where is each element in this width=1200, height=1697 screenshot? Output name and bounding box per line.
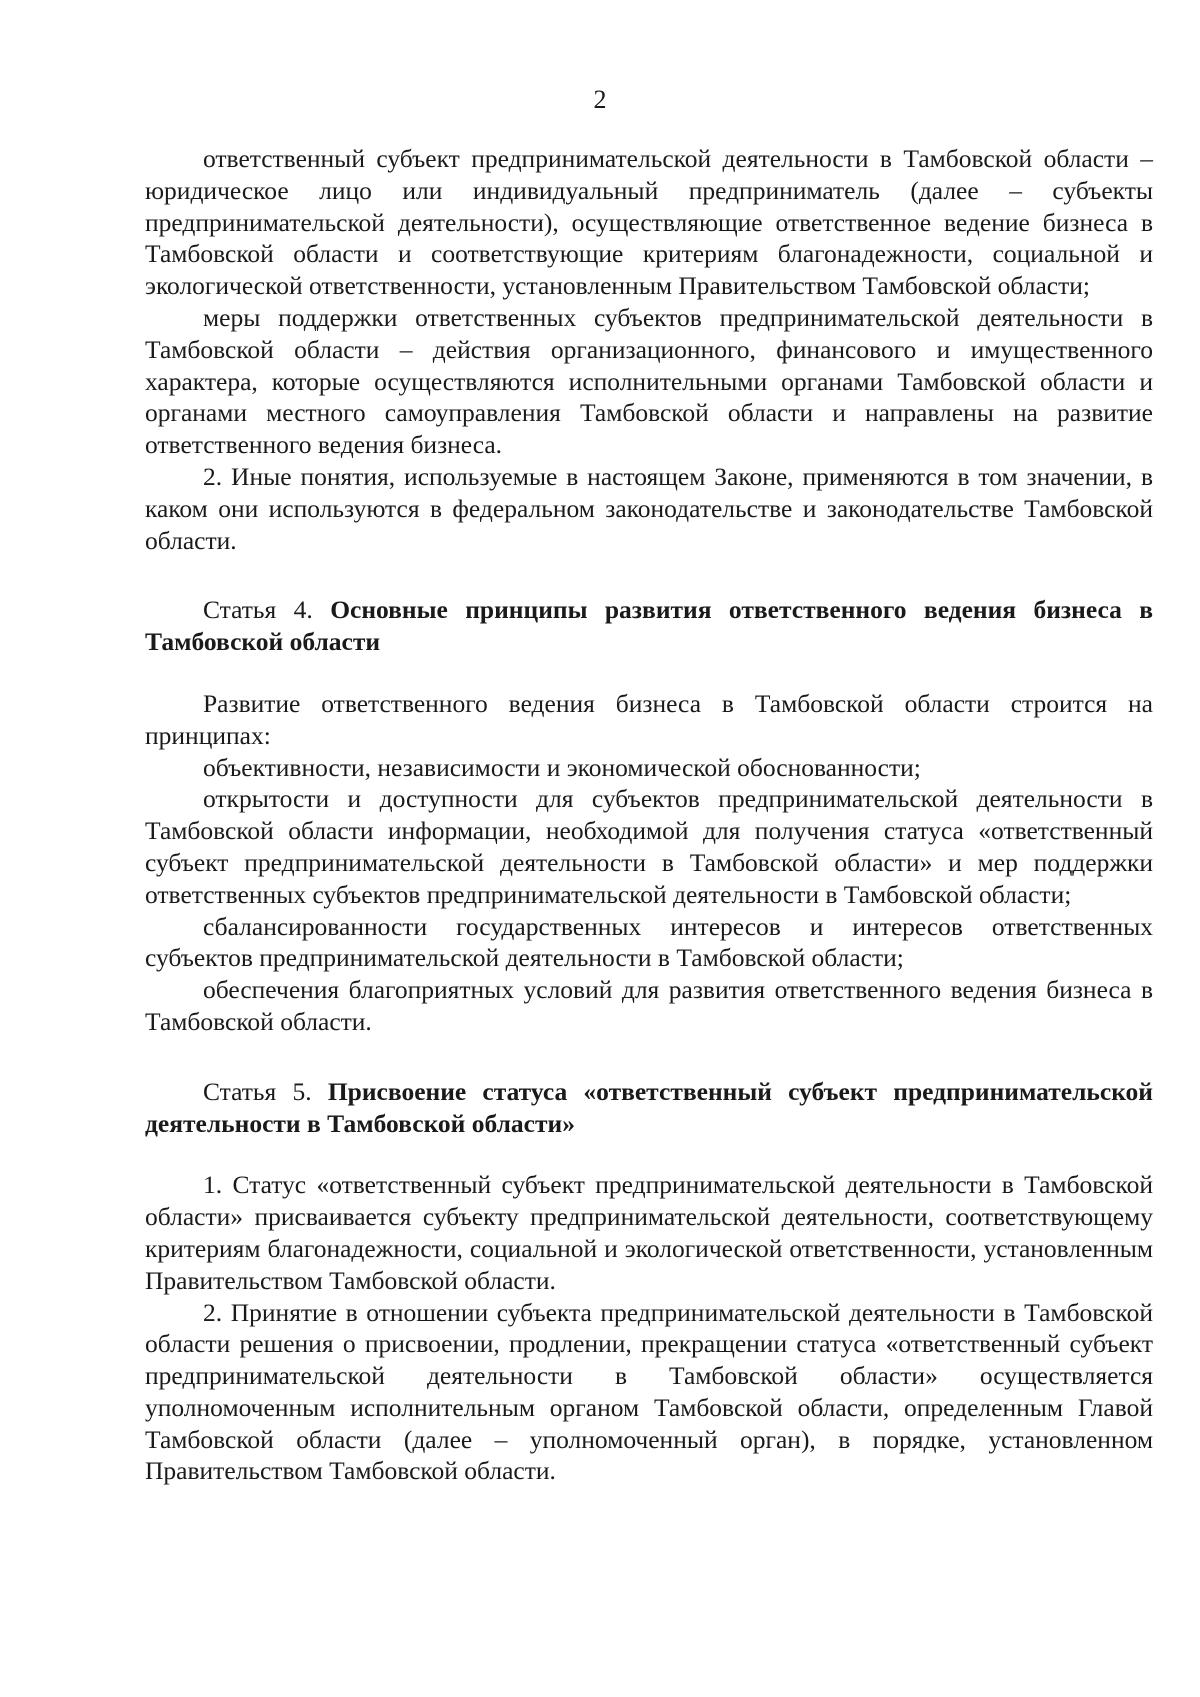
article-label: Статья 4.: [203, 595, 313, 625]
paragraph: 2. Принятие в отношении субъекта предпринимательской деятельности в Тамбовской области решения о присвоении, продлении, прекращении статуса «ответственный субъект предпринимательской деятельности в Тамбовской области» осуществляется уполномоченным исполнительным органом Тамбовской области, определенным Главой Тамбовской области (далее – уполномоченный орган), в порядке, установленном Правительством Тамбовской области.: [145, 1297, 1153, 1486]
paragraph: объективности, независимости и экономической обоснованности;: [203, 752, 921, 782]
paragraph: сбалансированности государственных интересов и интересов ответственных субъектов предпринимательской деятельности в Тамбовской области;: [145, 911, 1153, 973]
paragraph: открытости и доступности для субъектов предпринимательской деятельности в Тамбовской области информации, необходимой для получения статуса «ответственный субъект предпринимательской деятельности в Тамбовской области» и мер поддержки ответственных субъектов предпринимательской деятельности в Тамбовской области;: [145, 784, 1153, 909]
article-4-heading: [145, 594, 1153, 658]
paragraph: обеспечения благоприятных условий для развития ответственного ведения бизнеса в Тамбовской области.: [145, 975, 1153, 1036]
paragraph: ответственный субъект предпринимательской деятельности в Тамбовской области – юридическое лицо или индивидуальный предприниматель (далее – субъекты предпринимательской деятельности), осуществляющие ответственное ведение бизнеса в Тамбовской области и соответствующие критериям благонадежности, социальной и экологической ответственности, установленным Правительством Тамбовской области;: [145, 144, 1153, 301]
document-body: [145, 143, 1153, 1487]
paragraph: Развитие ответственного ведения бизнеса в Тамбовской области строится на принципах:: [145, 688, 1153, 750]
article-label: Статья 5.: [203, 1076, 312, 1106]
article-title: Основные принципы развития ответственного ведения бизнеса в Тамбовской области: [145, 595, 1154, 657]
page-number: 2: [593, 85, 607, 114]
article-title: Присвоение статуса «ответственный субъект предпринимательской деятельности в Тамбовской области»: [145, 1076, 1153, 1138]
paragraph: меры поддержки ответственных субъектов предпринимательской деятельности в Тамбовской области – действия организационного, финансового и имущественного характера, которые осуществляются исполнительными органами Тамбовской области и органами местного самоуправления Тамбовской области и направлены на развитие ответственного ведения бизнеса.: [145, 302, 1153, 460]
paragraph: 1. Статус «ответственный субъект предпринимательской деятельности в Тамбовской области» присваивается субъекту предпринимательской деятельности, соответствующему критериям благонадежности, социальной и экологической ответственности, установленным Правительством Тамбовской области.: [145, 1170, 1153, 1295]
paragraph: 2. Иные понятия, используемые в настоящем Законе, применяются в том значении, в каком они используются в федеральном законодательстве и законодательстве Тамбовской области.: [145, 461, 1153, 555]
article-5-heading: [145, 1076, 1153, 1140]
